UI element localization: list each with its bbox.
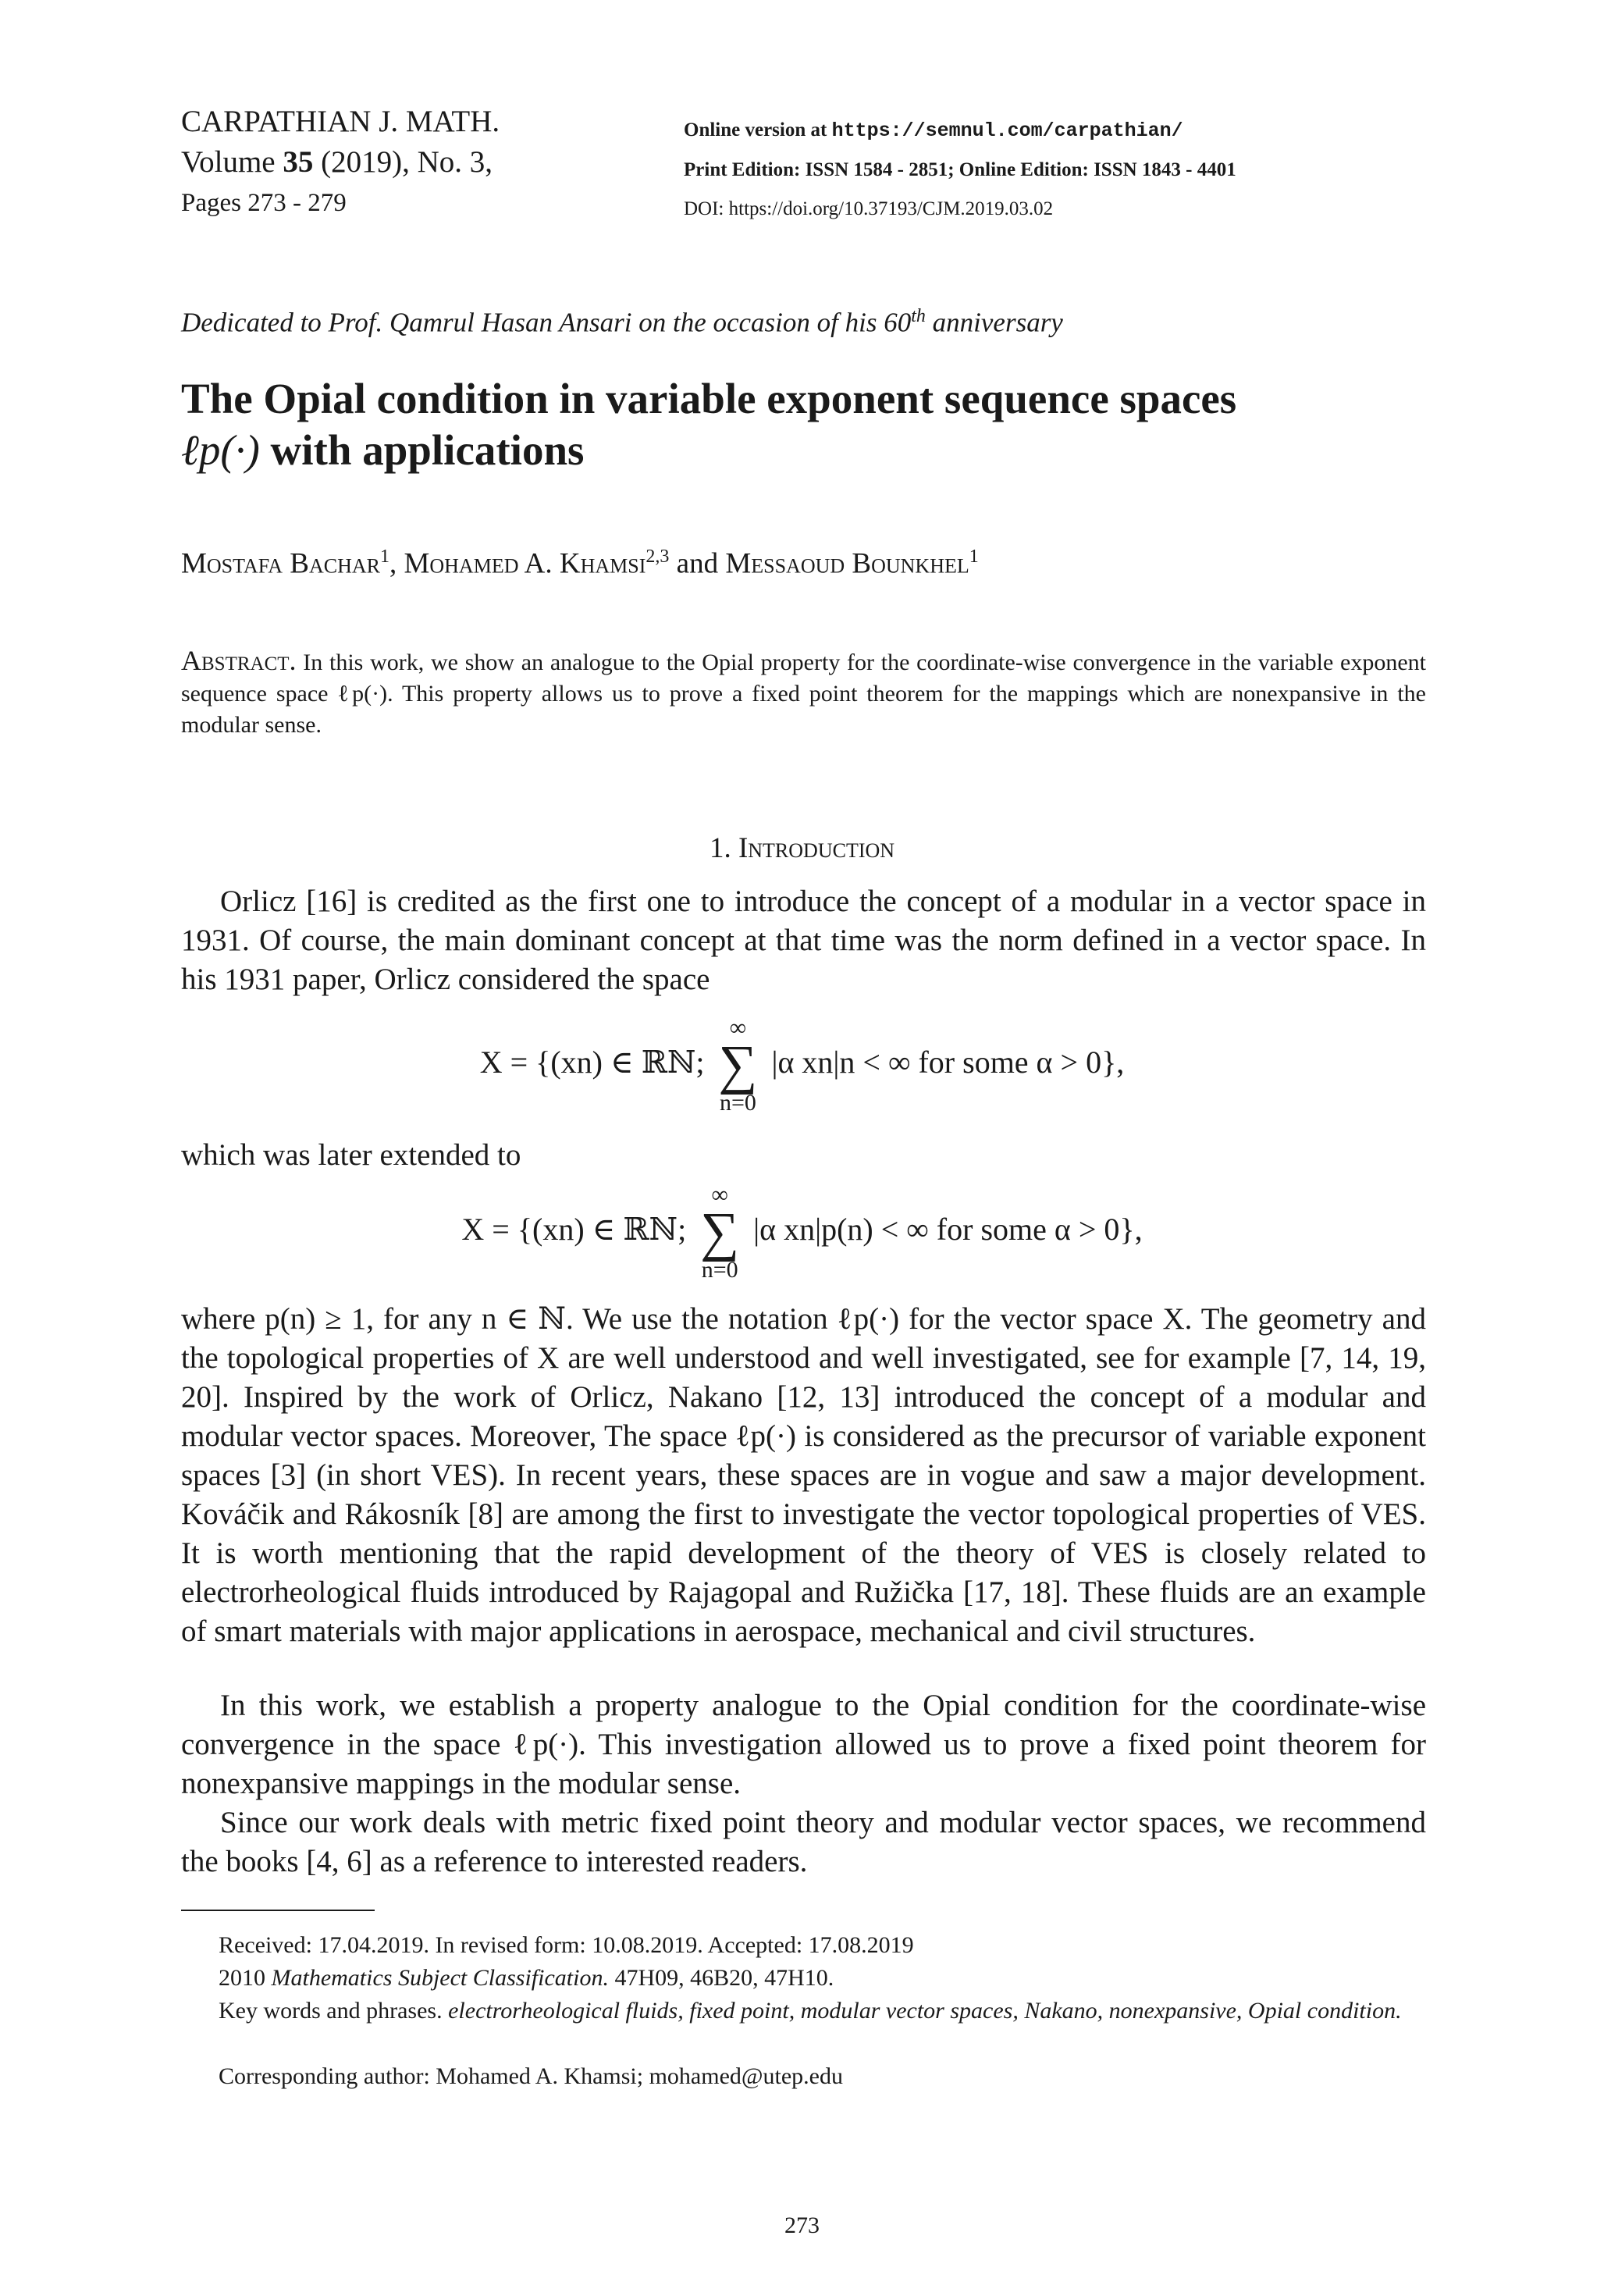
author-name: Mohamed A. Khamsi (404, 547, 646, 580)
author-list: Mostafa Bachar$^1$, Mohamed A. Khamsi$^{2,3}$ and Messaoud Bounkhel$^1$ (181, 546, 979, 580)
paragraph-4: In this work, we establish a property analogue to the Opial condition for the coordinate-wise convergence in the space ℓp(·). This investigation allowed us to prove a fixed point theorem for nonexpansive mappings in the modular sense. (181, 1689, 1426, 1800)
online-url-link[interactable]: https://semnul.com/carpathian/ (831, 119, 1183, 142)
publication-info (684, 111, 1236, 229)
paragraph-5: Since our work deals with metric fixed point theory and modular vector spaces, we recommend the books [4, 6] as a reference to interested readers. (181, 1806, 1426, 1878)
online-version: Online version at https://semnul.com/carpathian/ (684, 119, 1183, 142)
equation-2: X = {(xn) ∈ ℝℕ; ∞ ∑ n=0 |α xn|p(n) < ∞ for some α > 0}, (461, 1182, 1143, 1283)
author-name: Mostafa Bachar (181, 547, 380, 580)
journal-name: CARPATHIAN J. MATH. (181, 105, 500, 138)
page-number: 273 (784, 2212, 820, 2238)
abstract-label: Abstract. (181, 645, 297, 676)
abstract (181, 645, 1426, 741)
doi-link[interactable]: DOI: https://doi.org/10.37193/CJM.2019.03.02 (684, 198, 1054, 219)
section-heading: 1. Introduction (709, 832, 895, 864)
author-name: Messaoud Bounkhel (725, 547, 969, 580)
abstract-text: In this work, we show an analogue to the Opial property for the coordinate-wise convergence in the variable exponent sequence space ℓp(·). This property allows us to prove a fixed point theorem for the mappings which are nonexpansive in the modular sense. (181, 650, 1427, 738)
volume-number: 35 (283, 145, 314, 179)
issn-line: Print Edition: ISSN 1584 - 2851; Online Edition: ISSN 1843 - 4401 (684, 159, 1236, 180)
footnote-corresponding: Corresponding author: Mohamed A. Khamsi; mohamed@utep.edu (219, 2063, 843, 2089)
footnote-received: Received: 17.04.2019. In revised form: 10.08.2019. Accepted: 17.08.2019 (219, 1932, 914, 1958)
footnote-rule (181, 1910, 375, 1911)
dedication: Dedicated to Prof. Qamrul Hasan Ansari on the occasion of his 60th anniversary (181, 306, 1063, 338)
paragraph-2: which was later extended to (181, 1138, 521, 1172)
journal-header (181, 101, 500, 223)
footnote-msc: 2010 Mathematics Subject Classification. 47H09, 46B20, 47H10. (219, 1965, 834, 1991)
summation-symbol: ∞ ∑ n=0 (718, 1015, 758, 1116)
journal-pages: Pages 273 - 279 (181, 189, 347, 217)
journal-volume: Volume 35 (2019), No. 3, (181, 145, 493, 179)
title-symbol: ℓp(·) (181, 426, 260, 474)
equation-1: X = {(xn) ∈ ℝℕ; ∞ ∑ n=0 |α xn|n < ∞ for some α > 0}, (479, 1015, 1125, 1116)
summation-symbol: ∞ ∑ n=0 (700, 1182, 740, 1283)
paragraph-1: Orlicz [16] is credited as the first one to introduce the concept of a modular in a vector space in 1931. Of course, the main dominant concept at that time was the norm defined in a vector space. In his 1931 paper, Orlicz considered the space (181, 885, 1426, 996)
paper-title: The Opial condition in variable exponent sequence spaces ℓp(·) with applications (181, 375, 1237, 474)
footnote-keywords: Key words and phrases. electrorheological fluids, fixed point, modular vector spaces, Nakano, nonexpansive, Opial condition. (219, 1998, 1402, 2024)
paragraph-3: where p(n) ≥ 1, for any n ∈ ℕ. We use the notation ℓp(·) for the vector space X. The geometry and the topological properties of X are well understood and well investigated, see for example [7, 14, 19, 20]. Inspired by the work of Orlicz, Nakano [12, 13] introduced the concept of a modular and modular vector spaces. Moreover, The space ℓp(·) is considered as the precursor of variable exponent spaces [3] (in short VES). In recent years, these spaces are in vogue and saw a major development. Kováčik and Rákosník [8] are among the first to investigate the vector topological properties of VES. It is worth mentioning that the rapid development of the theory of VES is closely related to electrorheological fluids introduced by Rajagopal and Ružička [17, 18]. These fluids are an example of smart materials with major applications in aerospace, mechanical and civil structures. (181, 1302, 1426, 1648)
